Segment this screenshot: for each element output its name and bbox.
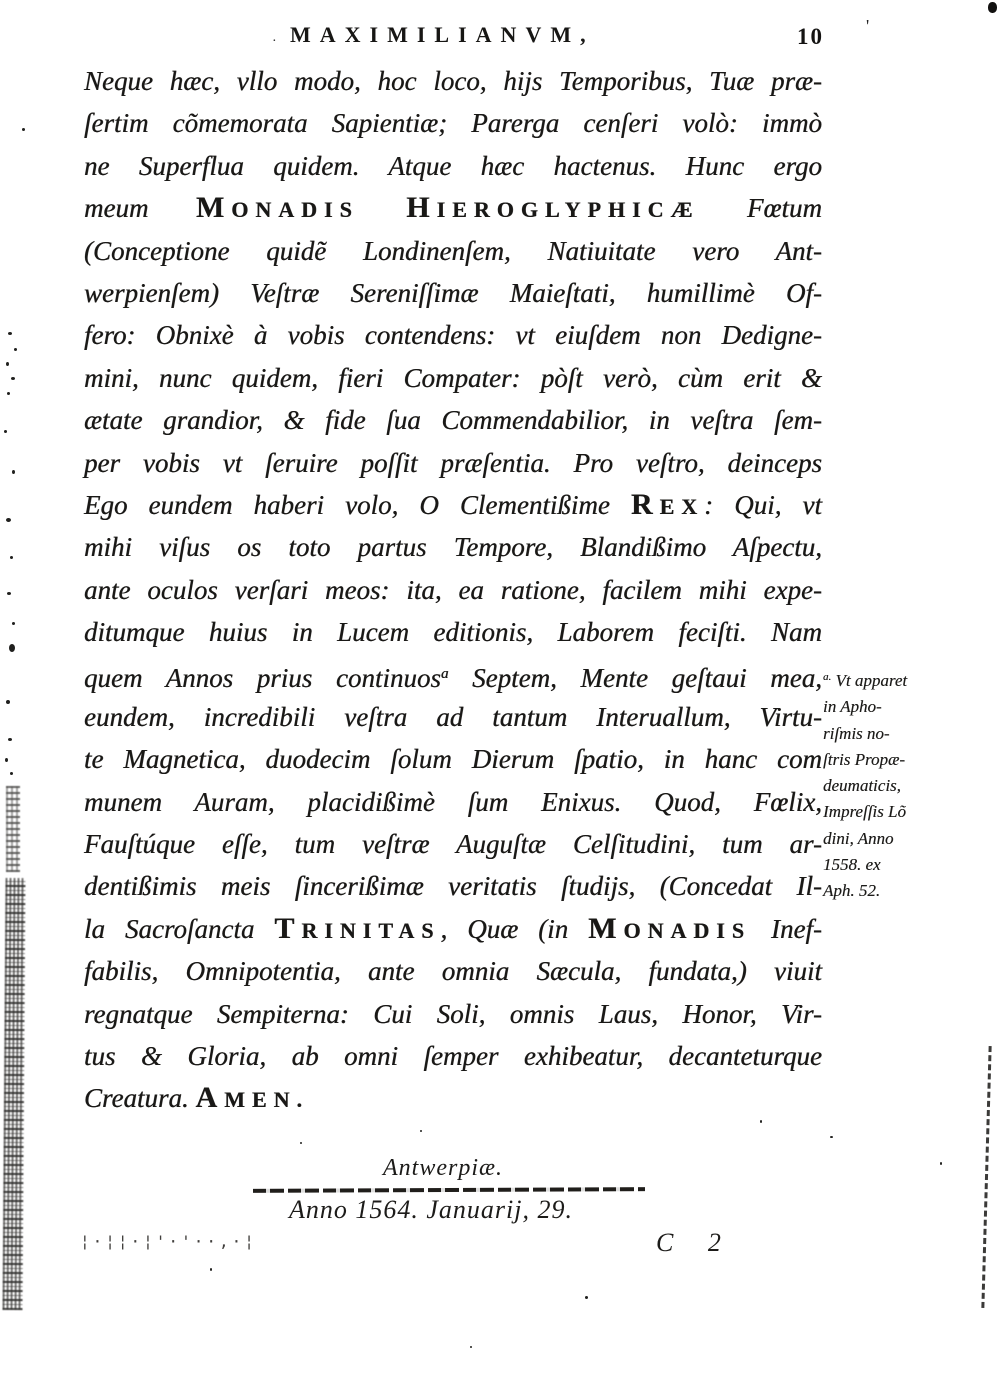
scan-artifact-smudge-text: ¦·¦¦·¦'·'··,·¦ bbox=[80, 1232, 257, 1251]
margin-note-line bbox=[823, 747, 939, 773]
body-line bbox=[84, 1035, 822, 1077]
scan-speck bbox=[22, 128, 25, 131]
body-line bbox=[84, 908, 822, 950]
text-segment: in Apho- bbox=[823, 697, 882, 717]
body-line bbox=[84, 484, 822, 526]
margin-note bbox=[823, 664, 939, 905]
text-segment: Neque hæc, vllo modo, hoc loco, hijs Temporibus, Tuæ præ- bbox=[84, 66, 822, 96]
scan-speck bbox=[300, 1142, 302, 1144]
text-segment: meum bbox=[84, 193, 196, 224]
text-segment: fabilis, Omnipotentia, ante omnia Sæcula, fundata,) viuit bbox=[84, 956, 822, 987]
body-line bbox=[84, 781, 822, 823]
scan-speck bbox=[6, 362, 9, 366]
scan-speck bbox=[470, 1346, 472, 1348]
text-segment: Inef- bbox=[751, 913, 822, 944]
text-segment: riſmis no- bbox=[823, 723, 890, 743]
body-line bbox=[84, 102, 822, 144]
text-segment: ſertim cõmemorata Sapientiæ; Parerga cenſeri volò: immò bbox=[84, 108, 822, 139]
body-line bbox=[84, 145, 822, 187]
scan-speck bbox=[830, 1136, 833, 1138]
scan-speck bbox=[12, 622, 15, 625]
text-segment: (Conceptione quidẽ Londinenſem, Natiuitate vero Ant- bbox=[84, 235, 822, 266]
header-speck: · bbox=[272, 34, 277, 49]
text-segment: munem Auram, placidißimè ſum Enixus. Quod, Fœlix, bbox=[84, 786, 822, 817]
body-line bbox=[84, 230, 822, 272]
text-segment: a bbox=[440, 666, 449, 683]
text-segment: , Quæ (in bbox=[440, 913, 589, 944]
text-segment: AMEN. bbox=[195, 1081, 310, 1115]
margin-note-line bbox=[823, 664, 939, 694]
scan-speck bbox=[6, 518, 11, 522]
scan-speck bbox=[5, 758, 8, 762]
body-line bbox=[84, 442, 822, 484]
text-segment: Aph. 52. bbox=[823, 881, 881, 901]
body-line bbox=[84, 187, 822, 229]
margin-note-line bbox=[823, 773, 939, 799]
body-line bbox=[84, 865, 822, 907]
scan-artifact-right-line bbox=[981, 1046, 991, 1308]
margin-note-line bbox=[823, 826, 939, 852]
body-line bbox=[84, 611, 822, 653]
scan-speck bbox=[10, 556, 13, 559]
text-segment: Impreſſis Lõ bbox=[823, 802, 906, 822]
text-segment: mihi viſus os toto partus Tempore, Blandißimo Aſpectu, bbox=[84, 532, 822, 563]
header-tick-mark: ' bbox=[866, 16, 870, 36]
text-segment: ante oculos verſari meos: ita, ea ratione, facilem mihi expe- bbox=[84, 574, 822, 605]
body-line bbox=[84, 696, 822, 738]
text-segment: a. bbox=[823, 671, 832, 683]
text-segment: Creatura. bbox=[84, 1083, 196, 1114]
margin-note-line bbox=[823, 799, 939, 825]
text-segment: ne Superflua quidem. Atque hæc hactenus. Hunc ergo bbox=[84, 150, 822, 181]
scan-artifact-left-strip-upper bbox=[6, 786, 20, 872]
text-segment: regnatque Sempiterna: Cui Soli, omnis Laus, Honor, Vir- bbox=[84, 998, 822, 1029]
text-segment: Ego eundem haberi volo, O Clementißime bbox=[84, 489, 631, 520]
text-segment: MONADIS bbox=[195, 191, 359, 225]
text-segment: ditumque huius in Lucem editionis, Laborem feciſti. Nam bbox=[84, 617, 822, 648]
scan-speck bbox=[11, 377, 15, 380]
text-segment: MONADIS bbox=[588, 911, 752, 945]
scan-speck bbox=[4, 430, 7, 433]
text-segment: Vt apparet bbox=[831, 671, 908, 690]
body-line bbox=[84, 272, 822, 314]
text-segment bbox=[359, 193, 406, 223]
text-segment: quem Annos prius continuos bbox=[84, 663, 441, 694]
text-segment: la Sacroſancta bbox=[84, 913, 275, 944]
text-segment: per vobis vt ſeruire poſſit præſentia. Pro veſtro, deinceps bbox=[84, 447, 822, 478]
text-segment: dini, Anno bbox=[823, 828, 894, 848]
text-segment: REX bbox=[630, 487, 705, 521]
text-segment: te Magnetica, duodecim ſolum Dierum ſpatio, in hanc com bbox=[84, 744, 822, 775]
text-segment: ætate grandior, & fide ſua Commendabilior, in veſtra ſem- bbox=[84, 405, 822, 436]
margin-note-line bbox=[823, 878, 939, 904]
text-segment: Fœtum bbox=[746, 193, 822, 224]
scan-speck bbox=[7, 592, 11, 595]
text-segment: : Qui, vt bbox=[704, 489, 822, 520]
scan-speck bbox=[10, 772, 13, 775]
body-line bbox=[84, 738, 822, 780]
body-line bbox=[84, 60, 822, 102]
text-segment: HIEROGLYPHICÆ bbox=[406, 191, 700, 225]
colophon-place: Antwerpiæ. bbox=[383, 1155, 504, 1181]
body-line bbox=[84, 314, 822, 356]
scan-speck bbox=[760, 1120, 762, 1123]
scan-artifact-left-strip bbox=[2, 878, 25, 1310]
margin-note-line bbox=[823, 694, 939, 720]
text-segment bbox=[700, 193, 747, 223]
margin-note-line bbox=[823, 852, 939, 878]
text-segment: 1558. ex bbox=[823, 855, 881, 875]
text-segment: fero: Obnixè à vobis contendens: vt eiuſdem non Dedigne- bbox=[84, 320, 822, 351]
scan-speck bbox=[6, 700, 10, 704]
text-segment: werpienſem) Veſtræ Sereniſſimæ Maieſtati, humillimè Of- bbox=[84, 277, 822, 308]
body-line bbox=[84, 950, 822, 992]
colophon-rule bbox=[253, 1187, 645, 1193]
scan-speck bbox=[940, 1162, 942, 1165]
text-segment: deumaticis, bbox=[823, 776, 901, 796]
colophon-date: Anno 1564. Januarij, 29. bbox=[289, 1195, 573, 1224]
margin-note-line bbox=[823, 721, 939, 747]
text-segment: dentißimis meis ſincerißimæ veritatis ſtudijs, (Concedat Il- bbox=[84, 871, 822, 902]
scan-speck bbox=[7, 392, 10, 395]
scan-artifact-corner-dot bbox=[988, 2, 997, 13]
scan-speck bbox=[9, 644, 15, 652]
running-header-title: MAXIMILIANVM, bbox=[290, 22, 595, 47]
body-line bbox=[84, 399, 822, 441]
text-segment: ſtris Propæ- bbox=[823, 749, 906, 769]
body-line bbox=[84, 569, 822, 611]
scan-speck bbox=[12, 470, 15, 474]
scan-speck bbox=[8, 332, 12, 335]
scan-speck bbox=[14, 348, 17, 351]
scan-speck bbox=[8, 738, 12, 741]
body-line bbox=[84, 1077, 822, 1119]
text-segment: Septem, Mente geſtaui mea, bbox=[448, 663, 822, 694]
text-segment: Fauſtúque eſſe, tum veſtræ Auguſtæ Celſitudini, tum ar- bbox=[84, 829, 822, 860]
scan-speck bbox=[585, 1296, 588, 1299]
body-line bbox=[84, 653, 822, 695]
scan-speck bbox=[210, 1268, 212, 1271]
body-line bbox=[84, 357, 822, 399]
scan-speck bbox=[420, 1130, 422, 1132]
signature-mark: C 2 bbox=[656, 1228, 735, 1257]
page-number: 10 bbox=[797, 24, 824, 49]
text-segment: mini, nunc quidem, fieri Compater: pòſt verò, cùm erit & bbox=[84, 362, 822, 393]
body-line bbox=[84, 823, 822, 865]
text-segment: TRINITAS bbox=[274, 911, 441, 945]
body-line bbox=[84, 993, 822, 1035]
body-line bbox=[84, 526, 822, 568]
text-segment: tus & Gloria, ab omni ſemper exhibeatur, decanteturque bbox=[84, 1040, 822, 1071]
text-segment: eundem, incredibili veſtra ad tantum Interuallum, Virtu- bbox=[84, 701, 822, 732]
body-text bbox=[84, 60, 822, 1120]
